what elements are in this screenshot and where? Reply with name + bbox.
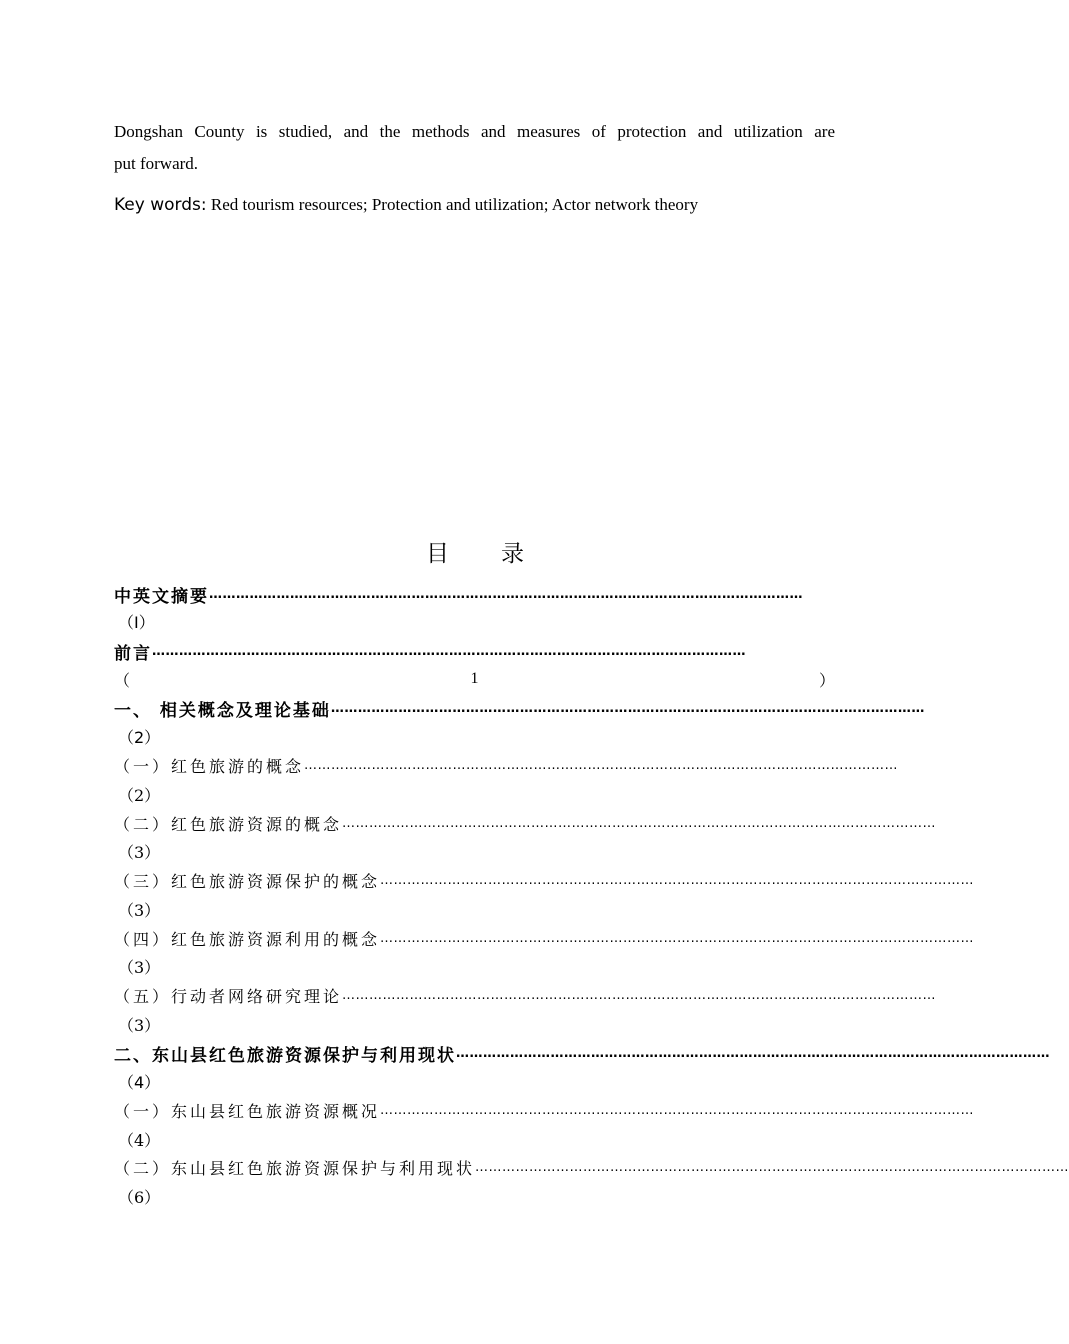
toc-leader: ……………………………………………………………………………………………………………………	[380, 872, 975, 888]
toc-entry-page: （3）	[118, 957, 161, 977]
toc-leader: ……………………………………………………………………………………………………………………	[380, 930, 975, 946]
toc-entry-page: （3）	[118, 1015, 161, 1035]
toc-leader: ……………………………………………………………………………………………………………………	[380, 1102, 975, 1118]
toc-entry-abstract[interactable]	[114, 582, 835, 606]
toc-entry-section-1-3[interactable]	[114, 868, 975, 892]
toc-entry-title: （三）红色旅游资源保护的概念	[114, 871, 381, 891]
abstract-line-1: Dongshan County is studied, and the methods and measures of protection and utilization are	[114, 122, 835, 141]
toc-entry-page: （3）	[118, 842, 161, 862]
toc-entry-title: 中英文摘要	[114, 586, 209, 607]
toc-leader: ……………………………………………………………………………………………………………………	[330, 700, 925, 716]
toc-leader: ……………………………………………………………………………………………………………………	[456, 1045, 1050, 1061]
toc-entry-title: （二）东山县红色旅游资源保护与利用现状	[114, 1158, 476, 1178]
toc-entry-page: （4）	[118, 1072, 161, 1092]
toc-entry-title: 前言	[114, 643, 152, 664]
toc-entry-title: （五）行动者网络研究理论	[114, 986, 343, 1006]
toc-entry-chapter-1[interactable]	[114, 696, 925, 721]
abstract-line-2: put forward.	[114, 154, 199, 173]
toc-entry-page: （6）	[118, 1187, 161, 1207]
toc-entry-section-1-5[interactable]	[114, 983, 937, 1007]
toc-entry-title: 二、东山县红色旅游资源保护与利用现状	[114, 1045, 456, 1066]
toc-page-close: ）	[818, 670, 835, 690]
toc-entry-page-spread	[114, 667, 835, 691]
toc-leader: ……………………………………………………………………………………………………………………	[304, 757, 899, 773]
toc-entry-section-2-2[interactable]	[114, 1155, 1069, 1179]
toc-entry-chapter-2[interactable]	[114, 1041, 1050, 1066]
toc-entry-page: （4）	[118, 1130, 161, 1150]
toc-entry-section-1-2[interactable]	[114, 811, 937, 835]
keywords-text: Red tourism resources; Protection and utilization; Actor network theory	[206, 195, 699, 214]
toc-entry-page: （2）	[118, 785, 161, 805]
toc-entry-title: （一）红色旅游的概念	[114, 756, 305, 776]
toc-entry-section-1-1[interactable]	[114, 753, 899, 777]
toc-entry-title: （一）东山县红色旅游资源概况	[114, 1101, 381, 1121]
toc-entry-page: （I）	[118, 612, 155, 632]
toc-page-num: 1	[470, 670, 479, 687]
toc-entry-page: （2）	[118, 727, 161, 747]
toc-entry-title: （四）红色旅游资源利用的概念	[114, 929, 381, 949]
toc-title-char-1: 目	[426, 541, 449, 567]
toc-leader: ……………………………………………………………………………………………………………………	[475, 1159, 1069, 1175]
toc-leader: ……………………………………………………………………………………………………………………	[342, 815, 937, 831]
toc-entry-preface[interactable]	[114, 639, 835, 663]
keywords-label: Key words:	[114, 195, 207, 215]
toc-leader: ……………………………………………………………………………………………………………………	[152, 643, 746, 659]
toc-leader: ……………………………………………………………………………………………………………………	[209, 586, 803, 602]
toc-leader: ……………………………………………………………………………………………………………………	[342, 987, 937, 1003]
toc-entry-page: （3）	[118, 900, 161, 920]
keywords-line	[114, 194, 835, 216]
toc-page-open: （	[114, 670, 131, 690]
toc-entry-section-1-4[interactable]	[114, 926, 975, 950]
toc-title-char-2: 录	[501, 541, 524, 567]
toc-entry-section-2-1[interactable]	[114, 1098, 975, 1122]
toc-title	[0, 538, 950, 570]
toc-entry-title: （二）红色旅游资源的概念	[114, 814, 343, 834]
toc-entry-title: 一、 相关概念及理论基础	[114, 700, 331, 721]
